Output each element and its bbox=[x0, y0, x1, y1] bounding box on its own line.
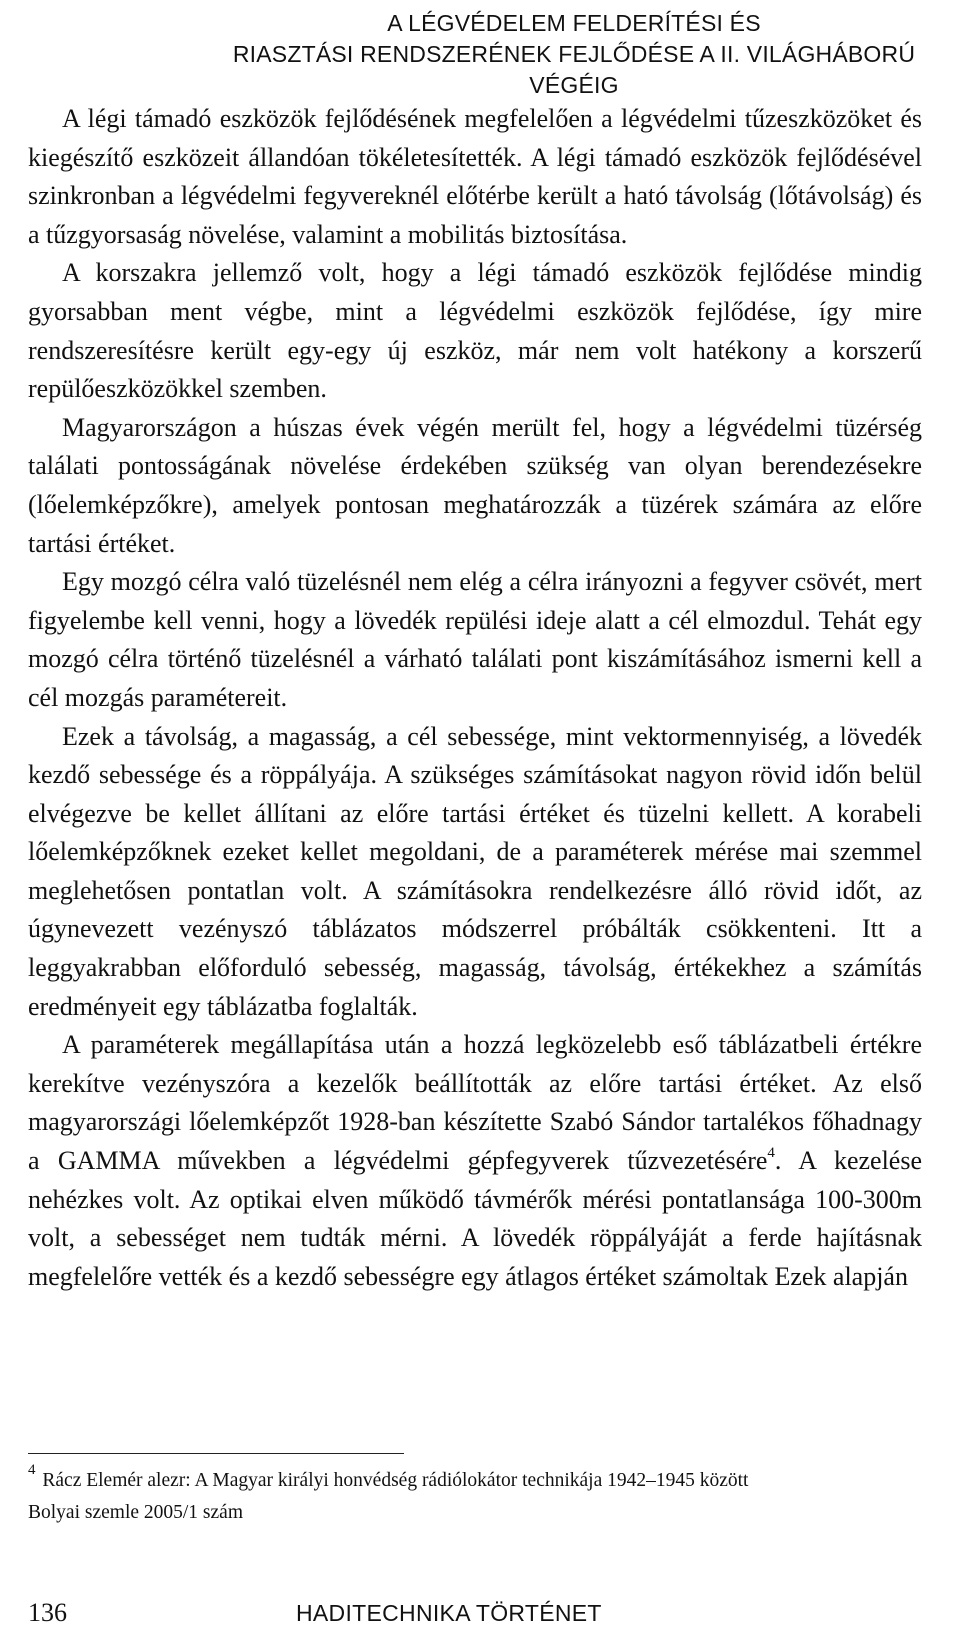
paragraph-3: Magyarországon a húszas évek végén merült fel, hogy a légvédelmi tüzérség találati pontosságának növelése érdekében szükség van olyan berendezésekre (lőelemképzőkre), amelyek pontosan meghatározzák a tüzérek számára az előre tartási értéket. bbox=[28, 412, 922, 558]
paragraph-6 bbox=[28, 1026, 922, 1296]
running-header-line-1: A LÉGVÉDELEM FELDERÍTÉSI ÉS bbox=[387, 10, 761, 36]
page-number: 136 bbox=[28, 1598, 67, 1627]
paragraph-4: Egy mozgó célra való tüzelésnél nem elég a célra irányozni a fegyver csövét, mert figyelembe kell venni, hogy a lövedék repülési ideje alatt a cél elmozdul. Tehát egy mozgó célra történő tüzelésnél a várható találati pont kiszámításához ismerni kell a cél mozgás paramétereit. bbox=[28, 567, 922, 712]
paragraph-2: A korszakra jellemző volt, hogy a légi támadó eszközök fejlődése mindig gyorsabban ment végbe, mint a légvédelmi eszközök fejlődése, így mire rendszeresítésre került egy-egy új eszköz, már nem volt hatékony a korszerű repülőeszközökkel szemben. bbox=[28, 258, 922, 404]
paragraph-6-text-b: . A kezelése nehézkes volt. Az optikai elven működő távmérők mérési pontatlansága 100-300m volt, a sebességet nem tudták mérni. A lövedék röppályáját a ferde hajításnak megfelelőre vették és a kezdő sebességre egy átlagos értéket számoltak Ezek alapján bbox=[28, 1146, 923, 1291]
running-header-line-2: RIASZTÁSI RENDSZERÉNEK FEJLŐDÉSE A II. VILÁGHÁBORÚ VÉGÉIG bbox=[232, 41, 916, 98]
running-header bbox=[224, 8, 924, 101]
footnote bbox=[28, 1462, 922, 1529]
footnote-line-1: Rácz Elemér alezr: A Magyar királyi honvédség rádiólokátor technikája 1942–1945 között bbox=[42, 1470, 749, 1491]
paragraph-1: A légi támadó eszközök fejlődésének megfelelően a légvédelmi tűzeszközöket és kiegészítő eszközeit állandóan tökéletesítették. A légi támadó eszközök fejlődésével szinkronban a légvédelmi fegyvereknél előtérbe került a ható távolság (lőtávolság) és a tűzgyorsaság növelése, valamint a mobilitás biztosítása. bbox=[28, 104, 922, 249]
body-text bbox=[28, 100, 922, 1296]
footnote-separator bbox=[28, 1453, 404, 1454]
journal-title: HADITECHNIKA TÖRTÉNET bbox=[296, 1600, 602, 1626]
footnote-line-2: Bolyai szemle 2005/1 szám bbox=[28, 1502, 243, 1523]
footnote-mark: 4 bbox=[28, 1462, 36, 1478]
paragraph-5: Ezek a távolság, a magasság, a cél sebessége, mint vektormennyiség, a lövedék kezdő sebessége és a röppályája. A szükséges számításokat nagyon rövid időn belül elvégezve be kellet állítani az előre tartási értéket és tüzelni kellett. A korabeli lőelemképzőknek ezeket kellet megoldani, de a paraméterek mérése mai szemmel meglehetősen pontatlan volt. A számításokra rendelkezésre álló rövid időt, az úgynevezett vezényszó táblázatos módszerrel próbálták csökkenteni. Itt a leggyakrabban előforduló sebesség, magasság, távolság, értékekhez a számítás eredményeit egy táblázatba foglalták. bbox=[28, 721, 922, 1021]
paragraph-6-text-a: A paraméterek megállapítása után a hozzá legközelebb eső táblázatbeli értékre kerekítve vezényszóra a kezelők beállították az előre tartási értéket. Az első magyarországi lőelemképzőt 1928-ban készítette Szabó Sándor tartalékos főhadnagy a GAMMA művekben a légvédelmi gépfegyverek tűzvezetésére bbox=[28, 1030, 922, 1176]
footnote-reference[interactable]: 4 bbox=[767, 1145, 775, 1162]
